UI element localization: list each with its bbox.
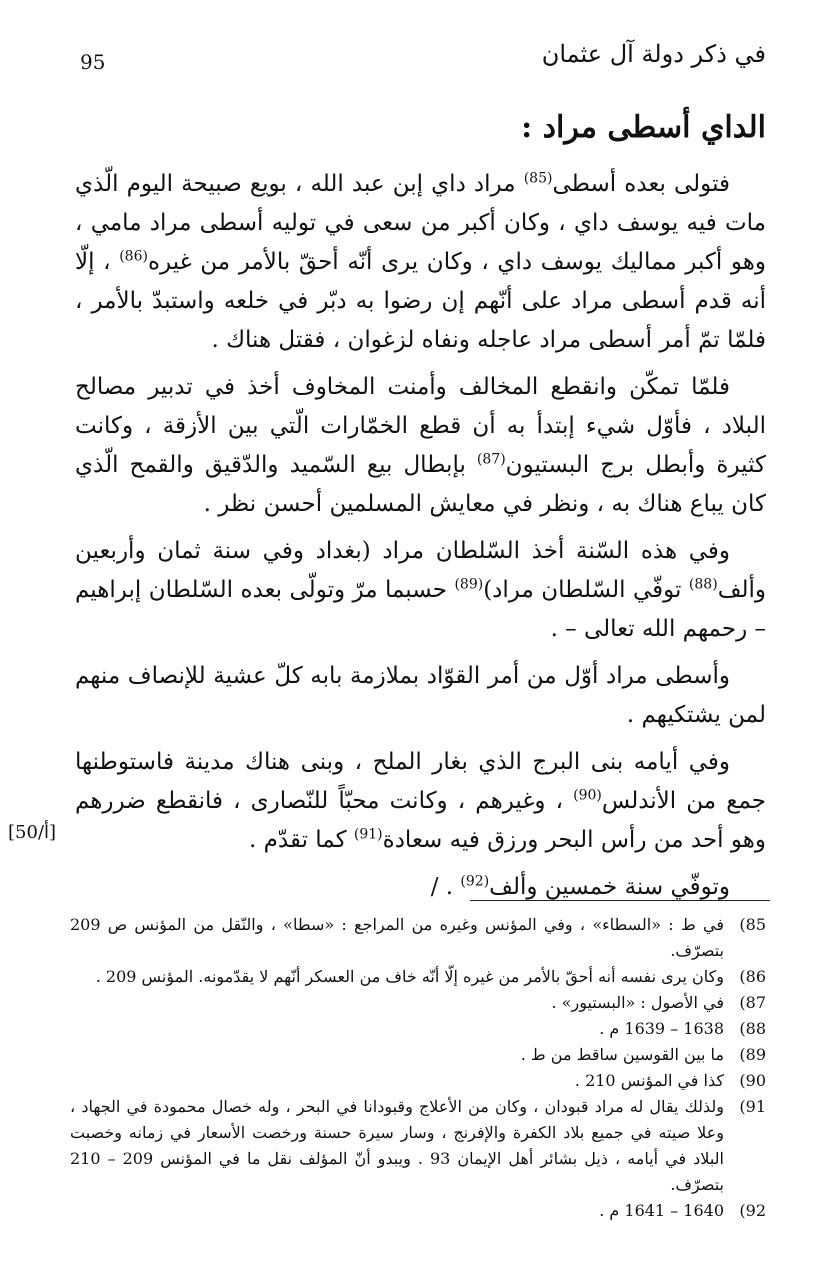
footnote-number: 88) xyxy=(739,1019,766,1038)
paragraph xyxy=(75,868,766,907)
footnote-number: 85) xyxy=(739,915,766,934)
section-title: الداي أسطى مراد : xyxy=(521,110,766,145)
footnote-number: 89) xyxy=(739,1045,766,1064)
footnote-text: وكان يرى نفسه أنه أحقّ بالأمر من غيره إلّا أنّه خاف من العسكر أنّهم لا يقدّمونه. المؤنس 209 . xyxy=(95,967,724,986)
footnote-text: ولذلك يقال له مراد قبودان ، وكان من الأعلاج وقبودانا في البحر ، وله خصال محمودة في الجهاد ، وعلا صيته في جميع بلاد الكفرة والإفرنج ، وسار سيرة حسنة ورخصت الأسعار في زمانه وخصبت البلاد في أيامه ، ذيل بشائر أهل الإيمان 93 . ويبدو أنّ المؤلف نقل ما في المؤنس 209 – 210 بتصرّف. xyxy=(70,1097,725,1194)
text-segment: وفي هذه السّنة أخذ السّلطان مراد (بغداد وفي سنة ثمان وأربعين وألف xyxy=(75,538,767,603)
text-segment: وأسطى مراد أوّل من أمر القوّاد بملازمة بابه كلّ عشية للإنصاف منهم لمن يشتكيهم . xyxy=(75,663,766,728)
margin-note: [أ/50] xyxy=(8,822,57,843)
page-header xyxy=(60,40,766,80)
footnote-ref: (91) xyxy=(353,826,383,843)
body-text xyxy=(75,165,766,915)
paragraph xyxy=(75,657,766,735)
footnote-text: 1638 – 1639 م . xyxy=(599,1019,724,1038)
footnotes xyxy=(70,912,766,1224)
running-title: في ذكر دولة آل عثمان xyxy=(541,40,766,68)
paragraph xyxy=(75,532,766,649)
footnote-number: 87) xyxy=(739,993,766,1012)
footnote-divider xyxy=(470,900,770,901)
text-segment: مراد داي إبن عبد الله ، بويع صبيحة اليوم الّذي مات فيه يوسف داي ، وكان أكبر من سعى في توليه أسطى مراد مامي ، وهو أكبر مماليك يوسف داي ، وكان يرى أنّه أحقّ بالأمر من غيره xyxy=(75,171,766,275)
footnote-text: 1640 – 1641 م . xyxy=(599,1201,724,1220)
footnote-number: 90) xyxy=(739,1071,766,1090)
footnote xyxy=(70,1068,766,1094)
text-segment: وفي أيامه بنى البرج الذي بغار الملح ، وبنى هناك مدينة فاستوطنها جمع من الأندلس xyxy=(75,749,766,814)
footnote-ref: (87) xyxy=(476,451,506,468)
footnote-ref: (86) xyxy=(119,248,148,265)
text-segment: كما تقدّم . xyxy=(249,827,354,853)
footnote xyxy=(70,1198,766,1224)
text-segment: فتولى بعده أسطى xyxy=(552,171,730,197)
text-segment: ، وغيرهم ، وكانت محبّاً للنّصارى ، فانقطع ضررهم وهو أحد من رأس البحر ورزق فيه سعادة xyxy=(75,788,766,853)
text-segment: حسبما مرّ وتولّى بعده السّلطان إبراهيم – رحمهم الله تعالى – . xyxy=(75,577,766,642)
text-segment: بإبطال بيع السّميد والدّقيق والقمح الّذي كان يباع هناك به ، ونظر في معايش المسلمين أحسن نظر . xyxy=(75,452,766,517)
footnote xyxy=(70,964,766,990)
footnote-number: 92) xyxy=(739,1201,766,1220)
footnote-text: كذا في المؤنس 210 . xyxy=(574,1071,724,1090)
footnote xyxy=(70,912,766,964)
footnote-number: 91) xyxy=(739,1097,766,1116)
footnote-ref: (88) xyxy=(688,576,718,593)
footnote xyxy=(70,1016,766,1042)
paragraph xyxy=(75,165,766,360)
footnote-ref: (89) xyxy=(454,576,484,593)
text-segment: توفّي السّلطان مراد) xyxy=(483,577,689,603)
footnote xyxy=(70,1094,766,1198)
text-segment: فلمّا تمكّن وانقطع المخالف وأمنت المخاوف أخذ في تدبير مصالح البلاد ، فأوّل شيء إبتدأ به أن قطع الخمّارات الّتي بين الأزقة ، وكانت كثيرة وأبطل برج البستيون xyxy=(75,374,766,478)
paragraph xyxy=(75,743,766,860)
footnote-text: في ط : «السطاء» ، وفي المؤنس وغيره من المراجع : «سطا» ، والنّقل من المؤنس ص 209 بتصرّف. xyxy=(70,915,724,960)
footnote xyxy=(70,990,766,1016)
text-segment: . / xyxy=(430,874,461,900)
footnote-number: 86) xyxy=(739,967,766,986)
footnote-text: في الأصول : «البستيور» . xyxy=(551,993,724,1012)
footnote xyxy=(70,1042,766,1068)
paragraph xyxy=(75,368,766,524)
footnote-ref: (90) xyxy=(573,787,602,804)
footnote-ref: (85) xyxy=(523,170,553,187)
page-number: 95 xyxy=(80,50,106,74)
footnote-text: ما بين القوسين ساقط من ط . xyxy=(520,1045,724,1064)
text-segment: ، إلّا أنه قدم أسطى مراد على أنّهم إن رضوا به دبّر في خلعه واستبدّ بالأمر ، فلمّا تمّ أمر أسطى مراد عاجله ونفاه لزغوان ، فقتل هناك . xyxy=(75,249,766,353)
text-segment: وتوفّي سنة خمسين وألف xyxy=(489,874,730,900)
footnote-ref: (92) xyxy=(460,873,490,890)
